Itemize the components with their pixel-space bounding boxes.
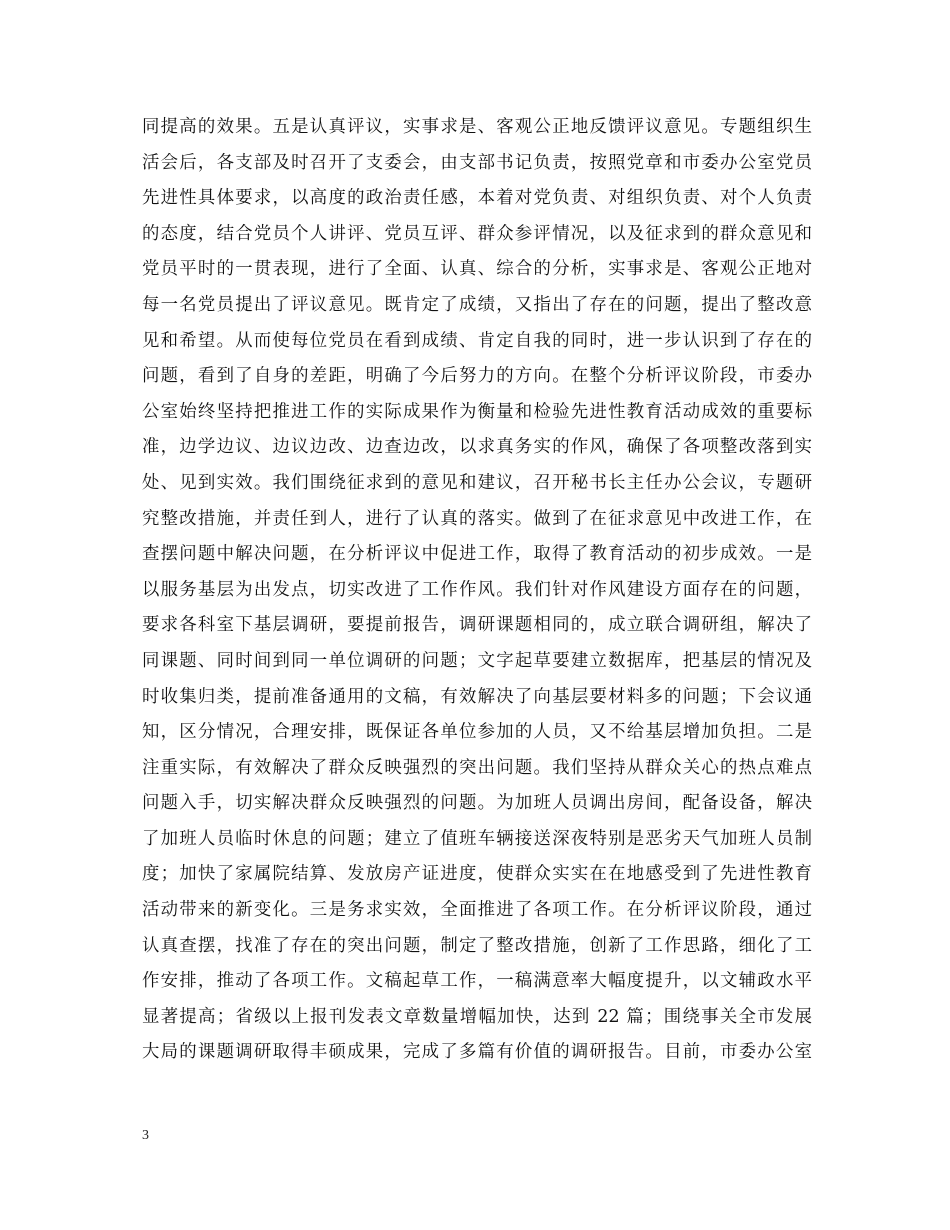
text-line: 以服务基层为出发点，切实改进了工作作风。我们针对作风建设方面存在的问题， [142,579,812,600]
page-number: 3 [142,1128,149,1143]
text-line: 时收集归类，提前准备通用的文稿，有效解决了向基层要材料多的问题；下会议通 [142,686,812,707]
text-line: 显著提高；省级以上报刊发表文章数量增幅加快，达到 22 篇；围绕事关全市发展 [142,1006,812,1027]
text-line: 处、见到实效。我们围绕征求到的意见和建议，召开秘书长主任办公会议，专题研 [142,472,812,493]
body-text [142,110,812,1071]
text-line: 活会后，各支部及时召开了支委会，由支部书记负责，按照党章和市委办公室党员 [142,152,812,173]
text-line: 活动带来的新变化。三是务求实效，全面推进了各项工作。在分析评议阶段，通过 [142,900,812,921]
text-line: 了加班人员临时休息的问题；建立了值班车辆接送深夜特别是恶劣天气加班人员制 [142,828,812,849]
text-line: 每一名党员提出了评议意见。既肯定了成绩，又指出了存在的问题，提出了整改意 [142,294,812,315]
text-line: 查摆问题中解决问题，在分析评议中促进工作，取得了教育活动的初步成效。一是 [142,544,812,565]
text-line: 问题入手，切实解决群众反映强烈的问题。为加班人员调出房间，配备设备，解决 [142,793,812,814]
text-line: 作安排，推动了各项工作。文稿起草工作，一稿满意率大幅度提升，以文辅政水平 [142,971,812,992]
text-line: 准，边学边议、边议边改、边查边改，以求真务实的作风，确保了各项整改落到实 [142,437,812,458]
text-line: 先进性具体要求，以高度的政治责任感，本着对党负责、对组织负责、对个人负责 [142,188,812,209]
text-line: 同课题、同时间到同一单位调研的问题；文字起草要建立数据库，把基层的情况及 [142,650,812,671]
text-line: 知，区分情况，合理安排，既保证各单位参加的人员，又不给基层增加负担。二是 [142,722,812,743]
text-line: 同提高的效果。五是认真评议，实事求是、客观公正地反馈评议意见。专题组织生 [142,117,812,137]
text-line: 党员平时的一贯表现，进行了全面、认真、综合的分析，实事求是、客观公正地对 [142,259,812,280]
text-line: 注重实际，有效解决了群众反映强烈的突出问题。我们坚持从群众关心的热点难点 [142,757,812,778]
text-line: 公室始终坚持把推进工作的实际成果作为衡量和检验先进性教育活动成效的重要标 [142,401,812,422]
text-line: 大局的课题调研取得丰硕成果，完成了多篇有价值的调研报告。目前，市委办公室 [142,1042,812,1063]
text-line: 要求各科室下基层调研，要提前报告，调研课题相同的，成立联合调研组，解决了 [142,615,812,636]
text-line: 见和希望。从而使每位党员在看到成绩、肯定自我的同时，进一步认识到了存在的 [142,330,812,351]
text-line: 究整改措施，并责任到人，进行了认真的落实。做到了在征求意见中改进工作，在 [142,508,812,529]
text-line: 的态度，结合党员个人讲评、党员互评、群众参评情况，以及征求到的群众意见和 [142,223,812,244]
text-line: 度；加快了家属院结算、发放房产证进度，使群众实实在在地感受到了先进性教育 [142,864,812,885]
text-line: 问题，看到了自身的差距，明确了今后努力的方向。在整个分析评议阶段，市委办 [142,366,812,387]
text-line: 认真查摆，找准了存在的突出问题，制定了整改措施，创新了工作思路，细化了工 [142,935,812,956]
